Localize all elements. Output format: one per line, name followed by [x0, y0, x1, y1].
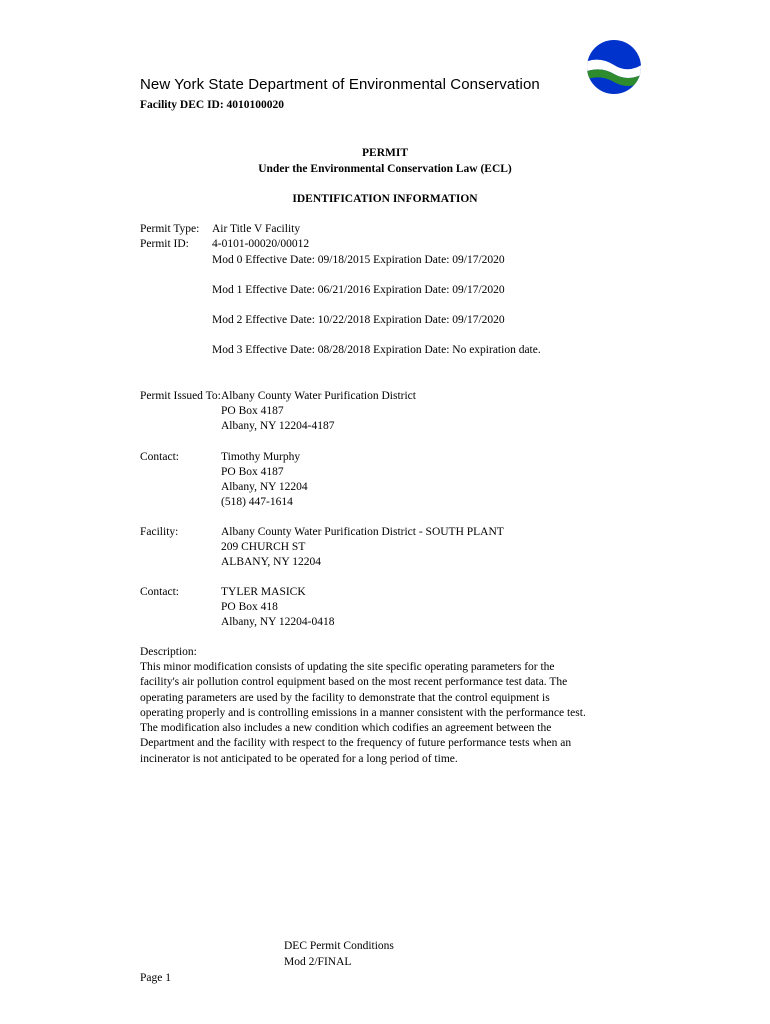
facility-label: Facility:	[140, 526, 179, 538]
permit-subheading: Under the Environmental Conservation Law (ECL)	[258, 163, 512, 175]
address-line: PO Box 4187	[221, 405, 284, 417]
description-line: facility's air pollution control equipment based on the most recent performance test data. The	[140, 676, 568, 689]
address-line: ALBANY, NY 12204	[221, 556, 321, 568]
contact-address	[221, 585, 335, 630]
description-line: operating properly and is controlling emissions in a manner consistent with the performance test.	[140, 706, 586, 719]
section-heading: IDENTIFICATION INFORMATION	[292, 193, 478, 205]
description-text	[140, 660, 635, 767]
nys-dec-logo-icon	[585, 38, 643, 96]
description-line: The modification also includes a new condition which codifies an agreement between the	[140, 722, 552, 735]
description-line: incinerator is not anticipated to be operated for a long period of time.	[140, 752, 458, 765]
description-line: Department and the facility with respect to the frequency of future performance tests when an	[140, 737, 572, 750]
issued-to-label: Permit Issued To:	[140, 390, 221, 402]
description-line: This minor modification consists of updating the site specific operating parameters for the	[140, 661, 555, 673]
address-line: Albany, NY 12204	[221, 481, 308, 493]
footer-conditions: DEC Permit Conditions	[284, 940, 394, 952]
address-line: PO Box 418	[221, 601, 278, 613]
facility-address	[221, 525, 504, 570]
contact-label: Contact:	[140, 451, 179, 463]
permit-type-value: Air Title V Facility	[212, 223, 301, 235]
mod-line: Mod 0 Effective Date: 09/18/2015 Expiration Date: 09/17/2020	[212, 254, 505, 266]
address-line: 209 CHURCH ST	[221, 541, 306, 553]
address-line: TYLER MASICK	[221, 586, 306, 598]
page-number: Page 1	[140, 972, 171, 984]
address-line: (518) 447-1614	[221, 496, 293, 508]
permit-heading: PERMIT	[362, 147, 408, 159]
contact-address	[221, 450, 308, 510]
mod-line: Mod 1 Effective Date: 06/21/2016 Expiration Date: 09/17/2020	[212, 284, 505, 296]
permit-id-label: Permit ID:	[140, 238, 189, 250]
facility-dec-id: Facility DEC ID: 4010100020	[140, 99, 285, 111]
permit-type-label: Permit Type:	[140, 223, 200, 235]
permit-id-value: 4-0101-00020/00012	[212, 238, 310, 250]
contact-label: Contact:	[140, 586, 179, 598]
address-line: Albany County Water Purification District	[221, 390, 416, 402]
address-line: Albany County Water Purification District - SOUTH PLANT	[221, 526, 504, 538]
description-line: operating parameters are used by the facility to demonstrate that the control equipment is	[140, 691, 550, 704]
mod-line: Mod 3 Effective Date: 08/28/2018 Expiration Date: No expiration date.	[212, 344, 541, 356]
address-line: Albany, NY 12204-0418	[221, 616, 335, 628]
footer-mod: Mod 2/FINAL	[284, 956, 352, 968]
address-line: PO Box 4187	[221, 466, 284, 478]
address-line: Timothy Murphy	[221, 451, 301, 463]
document-title: New York State Department of Environmental Conservation	[140, 76, 540, 93]
description-label: Description:	[140, 646, 197, 658]
issued-to-address	[221, 389, 416, 434]
mod-line: Mod 2 Effective Date: 10/22/2018 Expiration Date: 09/17/2020	[212, 314, 505, 326]
address-line: Albany, NY 12204-4187	[221, 420, 335, 432]
